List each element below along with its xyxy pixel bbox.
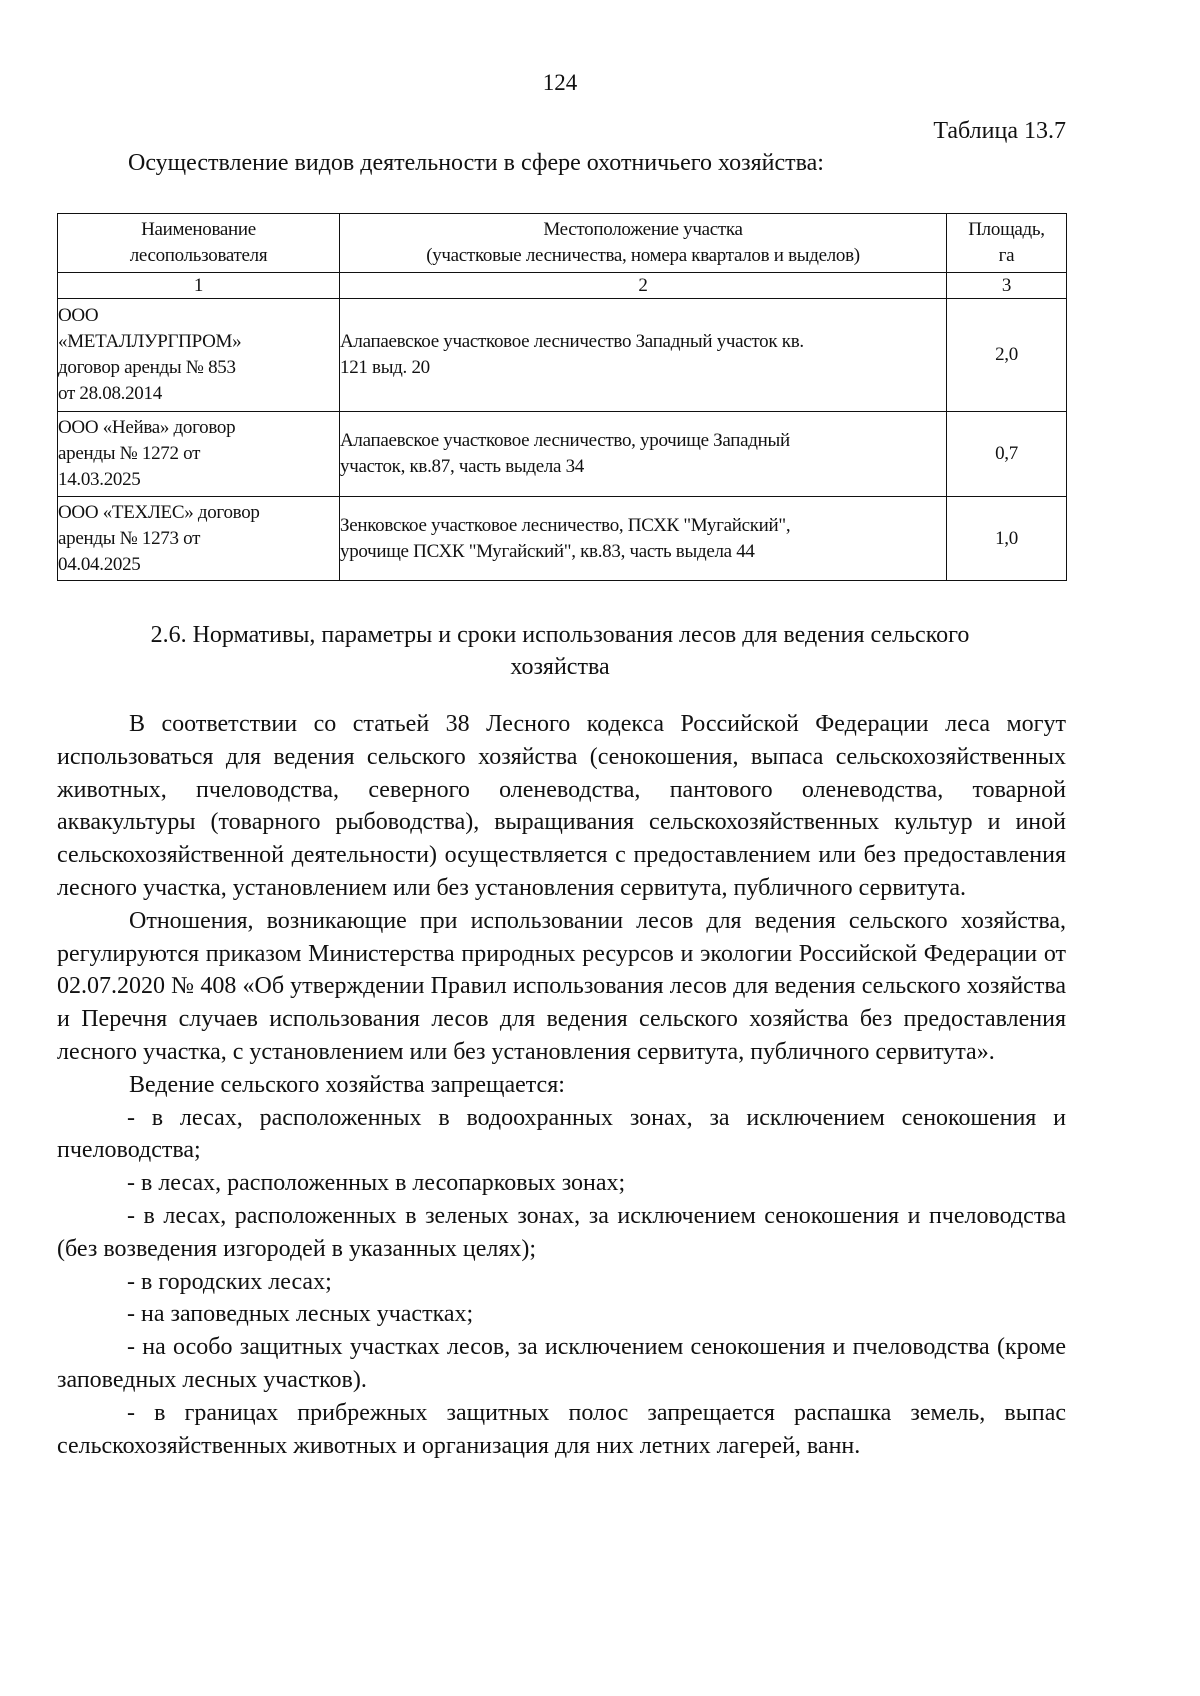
column-number: 3: [947, 273, 1067, 299]
table-row: [58, 497, 1067, 581]
cell-forest-user: ООО «ТЕХЛЕС» договор аренды № 1273 от 04.04.2025: [58, 497, 340, 581]
paragraph: Отношения, возникающие при использовании лесов для ведения сельского хозяйства, регулируются приказом Министерства природных ресурсов и экологии Российской Федерации от 02.07.2020 № 408 «Об утверждении Правил использования лесов для ведения сельского хозяйства и Перечня случаев использования лесов для ведения сельского хозяйства без предоставления лесного участка, с установлением или без установления сервитута, публичного сервитута».: [57, 907, 1066, 1065]
table-label: Таблица 13.7: [933, 118, 1066, 144]
column-number: 2: [340, 273, 947, 299]
section-heading: 2.6. Нормативы, параметры и сроки использования лесов для ведения сельского хозяйства: [150, 622, 970, 680]
list-item: - в городских лесах;: [127, 1268, 332, 1295]
cell-area: 2,0: [947, 299, 1067, 412]
paragraph: Ведение сельского хозяйства запрещается:: [129, 1071, 565, 1098]
section-body: [57, 708, 1066, 1462]
list-item: - в лесах, расположенных в зеленых зонах, за исключением сенокошения и пчеловодства (без возведения изгородей в указанных целях);: [57, 1202, 1066, 1262]
header-cell-area: Площадь, га: [947, 214, 1067, 273]
list-item: - на особо защитных участках лесов, за исключением сенокошения и пчеловодства (кроме заповедных лесных участков).: [57, 1334, 1066, 1393]
hunting-activity-table: [57, 213, 1067, 581]
list-item: - в лесах, расположенных в водоохранных зонах, за исключением сенокошения и пчеловодства;: [57, 1104, 1066, 1164]
table-header-row: [58, 214, 1067, 273]
header-cell-location: Местоположение участка (участковые лесничества, номера кварталов и выделов): [340, 214, 947, 273]
paragraph: В соответствии со статьей 38 Лесного кодекса Российской Федерации леса могут использоваться для ведения сельского хозяйства (сенокошения, выпаса сельскохозяйственных животных, пчеловодства, северного оленеводства, пантового оленеводства, товарной аквакультуры (товарного рыбоводства), выращивания сельскохозяйственных культур и иной сельскохозяйственной деятельности) осуществляется с предоставлением или без предоставления лесного участка, установлением или без установления сервитута, публичного сервитута.: [57, 711, 1066, 901]
table-title: Осуществление видов деятельности в сфере охотничьего хозяйства:: [128, 150, 824, 176]
cell-location: Алапаевское участковое лесничество Западный участок кв. 121 выд. 20: [340, 299, 947, 412]
cell-forest-user: ООО «МЕТАЛЛУРГПРОМ» договор аренды № 853 от 28.08.2014: [58, 299, 340, 412]
header-cell-user: Наименование лесопользователя: [58, 214, 340, 273]
cell-location: Зенковское участковое лесничество, ПСХК "Мугайский", урочище ПСХК "Мугайский", кв.83, часть выдела 44: [340, 497, 947, 581]
table-row: [58, 299, 1067, 412]
column-number: 1: [58, 273, 340, 299]
list-item: - в лесах, расположенных в лесопарковых зонах;: [127, 1170, 626, 1197]
list-item: - в границах прибрежных защитных полос запрещается распашка земель, выпас сельскохозяйственных животных и организация для них летних лагерей, ванн.: [57, 1399, 1066, 1459]
cell-area: 1,0: [947, 497, 1067, 581]
list-item: - на заповедных лесных участках;: [127, 1301, 474, 1328]
cell-area: 0,7: [947, 412, 1067, 497]
column-number-row: [58, 273, 1067, 299]
page-number: 124: [542, 70, 578, 95]
table-row: [58, 412, 1067, 497]
cell-forest-user: ООО «Нейва» договор аренды № 1272 от 14.03.2025: [58, 412, 340, 497]
cell-location: Алапаевское участковое лесничество, урочище Западный участок, кв.87, часть выдела 34: [340, 412, 947, 497]
